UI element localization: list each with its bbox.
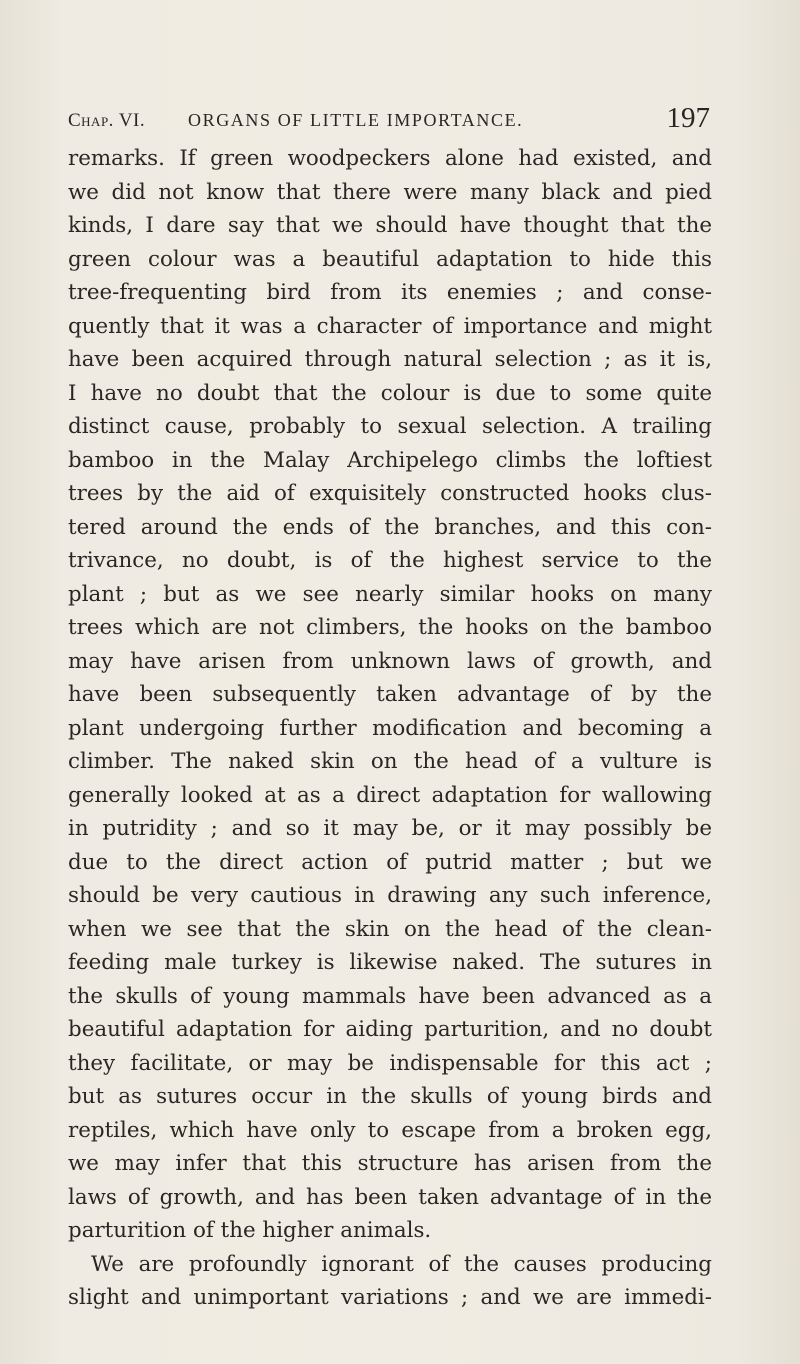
text-line: remarks. If green woodpeckers alone had existed, and	[68, 146, 712, 171]
text-line: but as sutures occur in the skulls of young birds and	[68, 1084, 712, 1109]
text-line: reptiles, which have only to escape from a broken egg,	[68, 1117, 712, 1143]
text-line: I have no doubt that the colour is due to some quite	[68, 380, 712, 406]
text-line: kinds, I dare say that we should have thought that the	[68, 213, 712, 238]
text-line: may have arisen from unknown laws of growth, and	[68, 648, 712, 674]
text-line: should be very cautious in drawing any such inference,	[68, 883, 712, 908]
running-head	[68, 100, 710, 140]
text-line: in putridity ; and so it may be, or it may possibly be	[68, 816, 712, 841]
text-line: bamboo in the Malay Archipelego climbs the loftiest	[68, 447, 712, 473]
text-line: the skulls of young mammals have been advanced as a	[68, 983, 712, 1009]
text-line: we may infer that this structure has arisen from the	[68, 1151, 712, 1176]
text-line: green colour was a beautiful adaptation to hide this	[68, 246, 712, 272]
text-line: distinct cause, probably to sexual selection. A trailing	[68, 414, 712, 439]
text-line: climber. The naked skin on the head of a vulture is	[68, 749, 712, 774]
text-line: due to the direct action of putrid matter ; but we	[68, 849, 712, 875]
text-line: laws of growth, and has been taken advantage of in the	[68, 1184, 712, 1210]
page-number: 197	[666, 102, 710, 134]
text-line: generally looked at as a direct adaptation for wallowing	[68, 782, 712, 808]
text-line: we did not know that there were many black and pied	[68, 179, 712, 205]
paragraph-start-line: We are profoundly ignorant of the causes producing	[91, 1251, 712, 1277]
text-line: tree-frequenting bird from its enemies ; and conse-	[68, 280, 712, 305]
text-line: have been acquired through natural selection ; as it is,	[68, 347, 712, 372]
chapter-title: ORGANS OF LITTLE IMPORTANCE.	[188, 110, 524, 130]
text-line: tered around the ends of the branches, and this con-	[68, 514, 712, 540]
text-line: have been subsequently taken advantage of by the	[68, 682, 712, 707]
chapter-label: Chap. VI.	[68, 110, 146, 131]
text-line: feeding male turkey is likewise naked. The sutures in	[68, 950, 712, 975]
text-line: trees which are not climbers, the hooks on the bamboo	[68, 615, 712, 640]
text-line: slight and unimportant variations ; and we are immedi-	[68, 1285, 712, 1310]
text-line: they facilitate, or may be indispensable for this act ;	[68, 1050, 712, 1076]
text-line: trivance, no doubt, is of the highest service to the	[68, 548, 712, 573]
text-line: beautiful adaptation for aiding parturition, and no doubt	[68, 1017, 712, 1042]
paragraph-end-line: parturition of the higher animals.	[68, 1218, 432, 1243]
body-text	[68, 142, 712, 1315]
text-line: plant ; but as we see nearly similar hooks on many	[68, 581, 712, 607]
text-line: quently that it was a character of importance and might	[68, 313, 712, 339]
text-line: trees by the aid of exquisitely constructed hooks clus-	[68, 481, 712, 506]
text-line: plant undergoing further modification and becoming a	[68, 715, 712, 741]
text-line: when we see that the skin on the head of the clean-	[68, 916, 712, 942]
